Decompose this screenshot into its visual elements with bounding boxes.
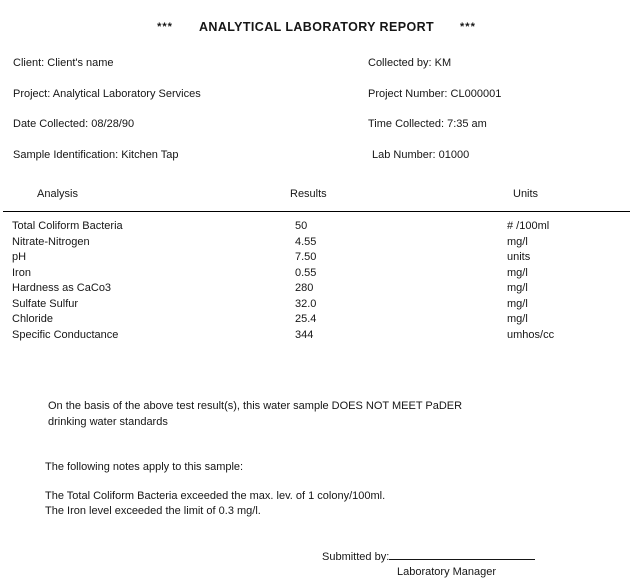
sample-id-value: Kitchen Tap — [121, 148, 179, 161]
analysis-column-header: Analysis — [37, 188, 78, 200]
unit-cell: mg/l — [507, 266, 528, 279]
unit-cell: mg/l — [507, 313, 528, 325]
collected-by-field — [368, 57, 633, 69]
submitted-by-label: Submitted by: — [322, 551, 390, 563]
result-cell: 280 — [295, 282, 314, 294]
table-row — [12, 219, 628, 235]
client-label: Client: — [13, 57, 45, 70]
signature-line — [389, 550, 535, 560]
client-field — [13, 57, 368, 69]
analysis-cell: Hardness as CaCo3 — [12, 282, 112, 294]
time-collected-value: 7:35 am — [447, 118, 487, 131]
signature-block — [322, 550, 535, 578]
table-row — [12, 328, 628, 344]
results-table-body — [12, 219, 628, 343]
header-divider-rule — [3, 211, 630, 212]
analysis-cell: Total Coliform Bacteria — [12, 220, 123, 232]
project-number-field — [368, 88, 633, 100]
result-cell: 344 — [295, 328, 314, 341]
notes-paragraph — [45, 489, 385, 520]
project-value: Analytical Laboratory Services — [52, 87, 201, 100]
signature-title: Laboratory Manager — [397, 566, 497, 578]
conclusion-line-1: On the basis of the above test result(s), this water sample DOES NOT MEET PaDER — [48, 400, 463, 412]
result-cell: 4.55 — [295, 235, 317, 248]
title-stars-left: *** — [157, 21, 173, 33]
unit-cell: mg/l — [507, 235, 528, 248]
units-column-header: Units — [513, 188, 539, 200]
conclusion-line-2: drinking water standards — [48, 415, 168, 428]
page-title: ANALYTICAL LABORATORY REPORT — [198, 20, 435, 34]
table-row — [12, 235, 628, 251]
analysis-cell: Sulfate Sulfur — [12, 297, 79, 310]
result-cell: 50 — [295, 220, 308, 232]
result-cell: 7.50 — [295, 251, 317, 263]
info-row-date — [0, 109, 633, 140]
sample-info-section — [0, 48, 633, 170]
analysis-cell: Iron — [12, 266, 31, 279]
project-field — [13, 88, 368, 100]
time-collected-field — [368, 118, 633, 130]
result-cell: 25.4 — [295, 313, 317, 325]
analysis-cell: pH — [12, 251, 27, 263]
info-row-sample — [0, 140, 633, 171]
table-row — [12, 281, 628, 297]
project-number-label: Project Number: — [368, 87, 448, 100]
table-row — [12, 297, 628, 313]
date-collected-value: 08/28/90 — [91, 118, 135, 131]
unit-cell: # /100ml — [507, 220, 550, 232]
info-row-client — [0, 48, 633, 79]
note-line-1: The Total Coliform Bacteria exceeded the max. lev. of 1 colony/100ml. — [45, 490, 386, 502]
collected-by-value: KM — [434, 57, 452, 70]
table-row — [12, 312, 628, 328]
project-number-value: CL000001 — [450, 87, 502, 100]
date-collected-field — [13, 118, 368, 130]
title-stars-right: *** — [460, 21, 476, 33]
note-line-2: The Iron level exceeded the limit of 0.3 mg/l. — [45, 505, 261, 518]
collected-by-label: Collected by: — [368, 57, 432, 70]
unit-cell: units — [507, 251, 531, 263]
project-label: Project: — [13, 87, 51, 100]
lab-number-field — [368, 149, 633, 161]
date-collected-label: Date Collected: — [13, 118, 89, 131]
time-collected-label: Time Collected: — [368, 118, 445, 131]
analysis-cell: Chloride — [12, 313, 53, 325]
analysis-cell: Nitrate-Nitrogen — [12, 235, 90, 248]
sample-id-field — [13, 149, 368, 161]
client-value: Client's name — [47, 57, 114, 70]
info-row-project — [0, 79, 633, 110]
lab-number-value: 01000 — [438, 148, 470, 161]
results-column-header: Results — [290, 188, 327, 200]
sample-id-label: Sample Identification: — [13, 148, 119, 161]
table-row — [12, 250, 628, 266]
unit-cell: mg/l — [507, 297, 528, 310]
conclusion-paragraph — [48, 399, 462, 430]
table-row — [12, 266, 628, 282]
lab-number-label: Lab Number: — [372, 148, 436, 161]
unit-cell: mg/l — [507, 282, 528, 294]
analysis-cell: Specific Conductance — [12, 328, 119, 341]
report-title-row — [0, 20, 633, 34]
result-cell: 32.0 — [295, 297, 317, 310]
unit-cell: umhos/cc — [507, 328, 555, 341]
notes-heading: The following notes apply to this sample: — [45, 461, 244, 473]
result-cell: 0.55 — [295, 266, 317, 279]
results-table-header — [12, 188, 628, 200]
